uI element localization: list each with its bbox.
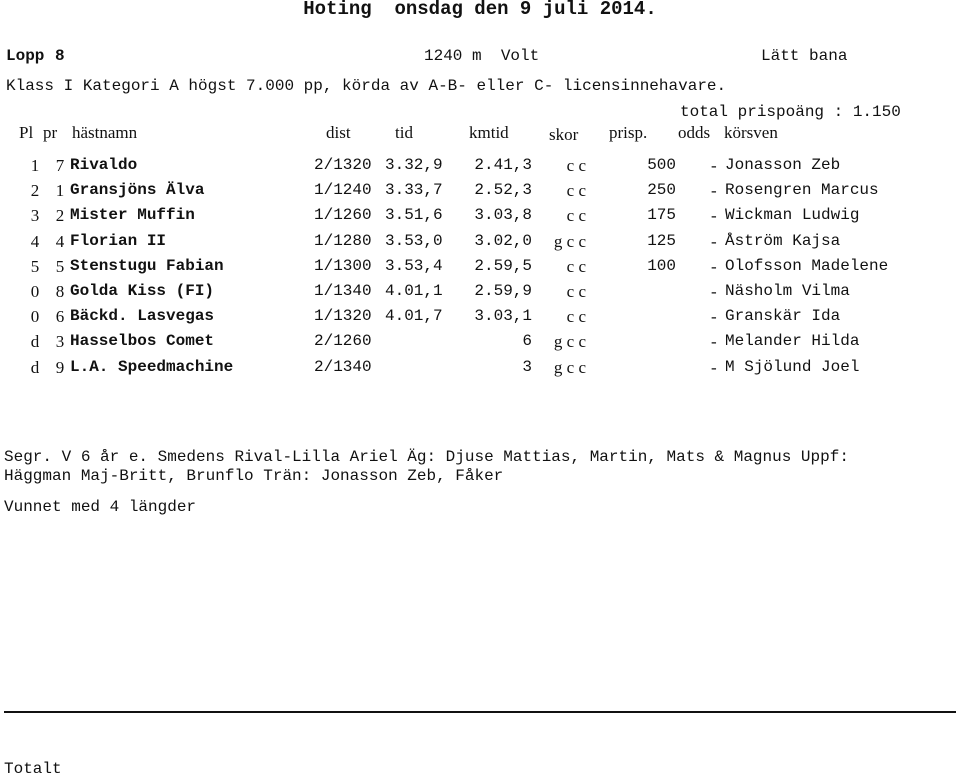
time: 3.33,7 [385, 181, 443, 200]
km-time: 2.59,5 [474, 256, 532, 275]
placing: 1 [30, 156, 40, 175]
placing: d [30, 357, 40, 377]
shoes: c c [566, 282, 586, 301]
driver-name: Rosengren Marcus [725, 181, 879, 200]
horse-name: Gransjöns Älva [70, 181, 205, 200]
horse-name: Rivaldo [70, 156, 138, 174]
distance: 1/1300 [314, 256, 372, 275]
prize-points: 125 [647, 231, 676, 250]
odds: - [711, 307, 717, 327]
km-time: 2.52,3 [474, 181, 532, 200]
driver-name: Olofsson Madelene [725, 256, 889, 275]
shoes: c c [566, 156, 586, 175]
race-class: Klass I Kategori A högst 7.000 pp, körda av A-B- eller C- licensinnehavare. [6, 77, 727, 95]
col-header-korsven: körsven [724, 123, 778, 142]
odds: - [711, 181, 717, 201]
shoes: c c [566, 256, 586, 276]
time: 4.01,7 [385, 307, 443, 326]
lopp-label: Lopp [6, 47, 45, 65]
odds: - [711, 231, 717, 251]
km-time: 2.59,9 [474, 282, 532, 300]
distance: 2/1260 [314, 332, 372, 351]
table-row [0, 207, 960, 231]
shoes: g c c [553, 357, 586, 377]
km-time: 3.02,0 [474, 231, 532, 250]
divider [4, 711, 956, 713]
odds: - [711, 357, 717, 377]
track-condition: Lätt bana [761, 47, 848, 65]
driver-name: M Sjölund Joel [725, 357, 860, 376]
time: 3.51,6 [385, 206, 443, 225]
driver-name: Jonasson Zeb [725, 156, 841, 174]
time: 3.32,9 [385, 156, 443, 174]
driver-name: Åström Kajsa [725, 231, 841, 250]
shoes: c c [566, 307, 586, 327]
horse-name: Bäckd. Lasvegas [70, 307, 215, 326]
distance: 1/1280 [314, 231, 372, 250]
distance: 2/1340 [314, 357, 372, 376]
distance: 1/1340 [314, 282, 372, 300]
table-row [0, 157, 960, 181]
shoes: c c [566, 181, 586, 201]
col-header-skor: skor [549, 125, 579, 144]
table-row [0, 182, 960, 206]
driver-name: Wickman Ludwig [725, 206, 860, 225]
prize-points: 100 [647, 256, 676, 275]
km-time: 3.03,1 [474, 307, 532, 326]
shoes: g c c [553, 332, 586, 352]
horse-name: L.A. Speedmachine [70, 357, 234, 376]
page-title: Hoting onsdag den 9 juli 2014. [303, 0, 657, 20]
table-row [0, 233, 960, 257]
winning-margin: Vunnet med 4 längder [4, 498, 197, 516]
shoes: g c c [553, 231, 586, 251]
col-header-kmtid: kmtid [469, 123, 509, 142]
odds: - [711, 282, 717, 301]
horse-name: Hasselbos Comet [70, 332, 215, 351]
pedigree-line-1: Segr. V 6 år e. Smedens Rival-Lilla Ariel Äg: Djuse Mattias, Martin, Mats & Magnus Uppf: [4, 448, 849, 466]
lopp-number: 8 [55, 47, 65, 65]
table-row [0, 359, 960, 383]
col-header-name: hästnamn [72, 123, 138, 142]
col-header-tid: tid [395, 123, 413, 142]
horse-name: Mister Muffin [70, 206, 195, 225]
time: 3.53,0 [385, 231, 443, 250]
post-position: 1 [55, 181, 65, 201]
prize-points: 500 [647, 156, 676, 174]
distance: 2/1320 [314, 156, 372, 174]
horse-name: Golda Kiss (FI) [70, 282, 215, 300]
post-position: 5 [55, 256, 65, 276]
table-row [0, 283, 960, 307]
horse-name: Stenstugu Fabian [70, 256, 224, 275]
race-distance-type: 1240 m Volt [424, 47, 540, 65]
prize-points: 250 [647, 181, 676, 200]
col-header-odds: odds [678, 123, 711, 142]
post-position: 3 [55, 332, 65, 352]
odds: - [711, 332, 717, 352]
col-header-prisp: prisp. [609, 123, 648, 142]
table-row [0, 258, 960, 282]
post-position: 9 [55, 357, 65, 377]
pedigree-line-2: Häggman Maj-Britt, Brunflo Trän: Jonasson Zeb, Fåker [4, 467, 504, 485]
km-time: 6 [522, 332, 532, 351]
total-label: Totalt [4, 760, 62, 778]
time: 4.01,1 [385, 282, 443, 300]
col-header-dist: dist [326, 123, 351, 142]
placing: d [30, 332, 40, 352]
post-position: 2 [55, 206, 65, 226]
placing: 2 [30, 181, 40, 201]
distance: 1/1260 [314, 206, 372, 225]
post-position: 7 [55, 156, 65, 175]
distance: 1/1240 [314, 181, 372, 200]
col-header-pl: Pl [19, 123, 34, 142]
total-prize: total prispoäng : 1.150 [680, 103, 901, 121]
km-time: 3 [522, 357, 532, 376]
placing: 3 [30, 206, 40, 226]
km-time: 2.41,3 [474, 156, 532, 174]
driver-name: Näsholm Vilma [725, 282, 850, 300]
time: 3.53,4 [385, 256, 443, 275]
table-row [0, 308, 960, 332]
placing: 4 [30, 231, 40, 251]
post-position: 8 [55, 282, 65, 301]
post-position: 4 [55, 231, 65, 251]
shoes: c c [566, 206, 586, 226]
col-header-pr: pr [43, 123, 58, 142]
placing: 5 [30, 256, 40, 276]
odds: - [711, 256, 717, 276]
table-row [0, 333, 960, 357]
driver-name: Granskär Ida [725, 307, 841, 326]
post-position: 6 [55, 307, 65, 327]
odds: - [711, 156, 717, 175]
horse-name: Florian II [70, 231, 167, 250]
driver-name: Melander Hilda [725, 332, 860, 351]
km-time: 3.03,8 [474, 206, 532, 225]
placing: 0 [30, 307, 40, 327]
distance: 1/1320 [314, 307, 372, 326]
odds: - [711, 206, 717, 226]
placing: 0 [30, 282, 40, 301]
prize-points: 175 [647, 206, 676, 225]
